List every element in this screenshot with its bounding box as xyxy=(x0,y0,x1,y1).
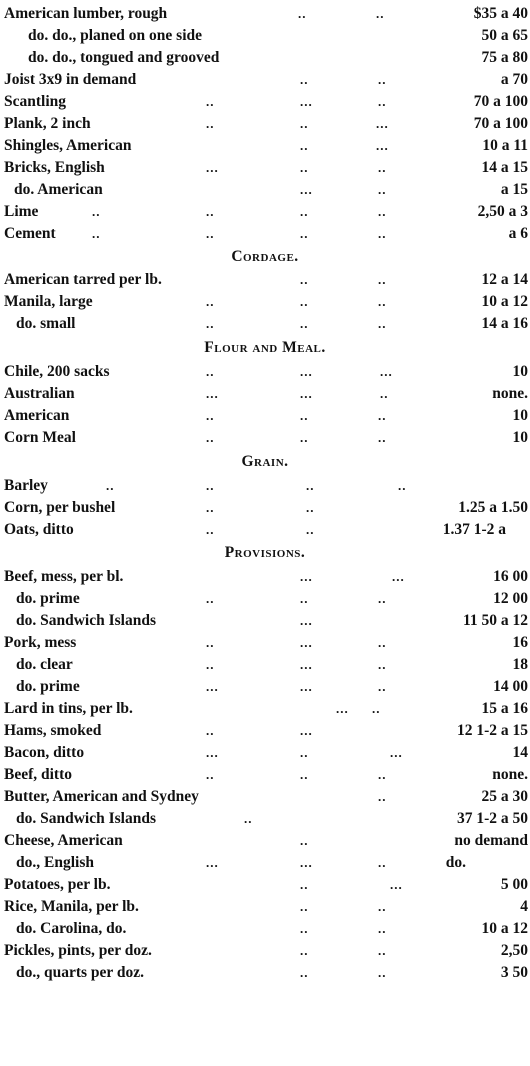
item-name: Beef, mess, per bl. xyxy=(4,568,124,585)
item-price: no demand xyxy=(454,832,528,849)
item-name: Lard in tins, per lb. xyxy=(4,700,133,717)
item-name: do., quarts per doz. xyxy=(16,964,145,981)
item-name: Bacon, ditto xyxy=(4,744,85,761)
leader-dots: ... xyxy=(206,855,219,870)
list-item xyxy=(0,406,530,426)
leader-dots: .. xyxy=(206,364,215,379)
item-price: 10 a 11 xyxy=(482,137,528,154)
item-price: 37 1-2 a 50 xyxy=(456,810,528,827)
list-item xyxy=(0,384,530,404)
item-price: 10 a 12 xyxy=(481,293,528,310)
item-name: do. prime xyxy=(16,678,80,695)
section-heading-provisions: Provisions. xyxy=(224,544,306,561)
leader-dots: ... xyxy=(392,569,405,584)
item-price: 2,50 xyxy=(500,942,528,959)
item-price: 14 00 xyxy=(493,678,528,695)
leader-dots: ... xyxy=(206,745,219,760)
item-name: Potatoes, per lb. xyxy=(4,876,111,893)
leader-dots: .. xyxy=(378,272,387,287)
leader-dots: .. xyxy=(206,591,215,606)
leader-dots: ... xyxy=(380,364,393,379)
item-price: do. xyxy=(445,854,466,871)
leader-dots: .. xyxy=(206,657,215,672)
leader-dots: .. xyxy=(298,6,307,21)
item-price: 12 a 14 xyxy=(481,271,528,288)
list-item xyxy=(0,919,530,939)
item-price: none. xyxy=(492,385,528,402)
leader-dots: ... xyxy=(300,94,313,109)
item-price: 10 xyxy=(512,429,528,446)
list-item xyxy=(0,765,530,785)
list-item xyxy=(0,362,530,382)
leader-dots: ... xyxy=(390,745,403,760)
leader-dots: .. xyxy=(300,138,309,153)
leader-dots: .. xyxy=(378,430,387,445)
leader-dots: .. xyxy=(378,94,387,109)
leader-dots: .. xyxy=(372,701,381,716)
item-price: 2,50 a 3 xyxy=(477,203,528,220)
leader-dots: .. xyxy=(300,965,309,980)
item-price: 50 a 65 xyxy=(481,27,528,44)
item-name: Hams, smoked xyxy=(4,722,102,739)
item-name: Shingles, American xyxy=(4,137,132,154)
item-name: do. do., tongued and grooved xyxy=(28,49,220,66)
list-item xyxy=(0,589,530,609)
item-name: Plank, 2 inch xyxy=(4,115,91,132)
list-item xyxy=(0,787,530,807)
leader-dots: .. xyxy=(206,767,215,782)
leader-dots: .. xyxy=(300,294,309,309)
leader-dots: ... xyxy=(300,855,313,870)
item-name: Australian xyxy=(4,385,75,402)
leader-dots: .. xyxy=(244,811,253,826)
leader-dots: .. xyxy=(300,226,309,241)
item-name: American tarred per lb. xyxy=(4,271,162,288)
leader-dots: .. xyxy=(378,316,387,331)
item-price: 16 00 xyxy=(493,568,528,585)
item-price: 14 a 15 xyxy=(481,159,528,176)
list-item xyxy=(0,158,530,178)
item-price: 12 00 xyxy=(493,590,528,607)
leader-dots: ... xyxy=(300,723,313,738)
list-item xyxy=(0,567,530,587)
leader-dots: ... xyxy=(336,701,349,716)
item-name: do. Carolina, do. xyxy=(16,920,127,937)
list-item xyxy=(0,699,530,719)
leader-dots: .. xyxy=(378,921,387,936)
leader-dots: .. xyxy=(300,160,309,175)
leader-dots: .. xyxy=(300,408,309,423)
item-price: 75 a 80 xyxy=(481,49,528,66)
list-item xyxy=(0,721,530,741)
item-price: 18 xyxy=(512,656,528,673)
item-price: 3 50 xyxy=(500,964,528,981)
leader-dots: ... xyxy=(390,877,403,892)
item-price: 10 a 12 xyxy=(481,920,528,937)
item-name: Chile, 200 sacks xyxy=(4,363,110,380)
leader-dots: .. xyxy=(206,635,215,650)
list-item xyxy=(0,224,530,244)
list-item xyxy=(0,270,530,290)
leader-dots: ... xyxy=(376,138,389,153)
item-name: Beef, ditto xyxy=(4,766,73,783)
leader-dots: ... xyxy=(300,635,313,650)
list-item xyxy=(0,202,530,222)
list-item xyxy=(0,677,530,697)
leader-dots: ... xyxy=(300,613,313,628)
list-item xyxy=(0,4,530,24)
leader-dots: .. xyxy=(306,522,315,537)
leader-dots: .. xyxy=(206,430,215,445)
leader-dots: .. xyxy=(378,72,387,87)
leader-dots: ... xyxy=(376,116,389,131)
leader-dots: .. xyxy=(378,226,387,241)
list-item xyxy=(0,611,530,631)
item-price: a 15 xyxy=(500,181,528,198)
list-item xyxy=(0,743,530,763)
leader-dots: .. xyxy=(92,204,101,219)
leader-dots: .. xyxy=(378,294,387,309)
section-heading-cordage: Cordage. xyxy=(231,248,299,265)
list-item xyxy=(0,963,530,983)
leader-dots: .. xyxy=(300,899,309,914)
leader-dots: .. xyxy=(300,921,309,936)
item-name: Pickles, pints, per doz. xyxy=(4,942,152,959)
item-price: 70 a 100 xyxy=(473,93,528,110)
list-item xyxy=(0,292,530,312)
leader-dots: .. xyxy=(300,745,309,760)
list-item xyxy=(0,498,530,518)
list-item xyxy=(0,314,530,334)
leader-dots: .. xyxy=(378,408,387,423)
leader-dots: .. xyxy=(398,478,407,493)
leader-dots: ... xyxy=(206,386,219,401)
item-name: Oats, ditto xyxy=(4,521,74,538)
item-price: $35 a 40 xyxy=(473,5,528,22)
list-item xyxy=(0,70,530,90)
leader-dots: .. xyxy=(300,204,309,219)
item-price: 16 xyxy=(512,634,528,651)
list-item xyxy=(0,48,530,68)
item-price: 25 a 30 xyxy=(481,788,528,805)
item-name: do. small xyxy=(16,315,76,332)
leader-dots: .. xyxy=(206,226,215,241)
leader-dots: .. xyxy=(378,182,387,197)
leader-dots: .. xyxy=(378,657,387,672)
list-item xyxy=(0,26,530,46)
item-price: 1.37 1-2 a xyxy=(442,521,506,538)
item-price: 1.25 a 1.50 xyxy=(458,499,528,516)
item-name: do. do., planed on one side xyxy=(28,27,202,44)
leader-dots: .. xyxy=(206,408,215,423)
leader-dots: .. xyxy=(378,204,387,219)
list-item xyxy=(0,114,530,134)
leader-dots: ... xyxy=(206,679,219,694)
list-item xyxy=(0,180,530,200)
item-price: 14 a 16 xyxy=(481,315,528,332)
item-name: Corn Meal xyxy=(4,429,76,446)
leader-dots: .. xyxy=(300,767,309,782)
item-price: 15 a 16 xyxy=(481,700,528,717)
leader-dots: .. xyxy=(300,272,309,287)
item-name: Scantling xyxy=(4,93,67,110)
leader-dots: ... xyxy=(300,657,313,672)
item-price: 11 50 a 12 xyxy=(462,612,528,629)
leader-dots: .. xyxy=(378,965,387,980)
list-item xyxy=(0,633,530,653)
leader-dots: .. xyxy=(300,316,309,331)
list-item xyxy=(0,655,530,675)
leader-dots: .. xyxy=(206,522,215,537)
leader-dots: ... xyxy=(300,182,313,197)
list-item xyxy=(0,853,530,873)
leader-dots: .. xyxy=(206,94,215,109)
item-price: 5 00 xyxy=(500,876,528,893)
item-name: Manila, large xyxy=(4,293,93,310)
item-name: Joist 3x9 in demand xyxy=(4,71,137,88)
item-name: Lime xyxy=(4,203,39,220)
leader-dots: .. xyxy=(378,160,387,175)
item-price: 70 a 100 xyxy=(473,115,528,132)
list-item xyxy=(0,831,530,851)
item-name: Barley xyxy=(4,477,48,494)
item-price: a 6 xyxy=(508,225,528,242)
leader-dots: ... xyxy=(300,386,313,401)
leader-dots: .. xyxy=(106,478,115,493)
item-name: do., English xyxy=(16,854,94,871)
section-heading-flour-and-meal: Flour and Meal. xyxy=(204,339,326,356)
leader-dots: .. xyxy=(206,116,215,131)
item-name: Cheese, American xyxy=(4,832,123,849)
list-item xyxy=(0,92,530,112)
list-item xyxy=(0,809,530,829)
leader-dots: .. xyxy=(378,855,387,870)
leader-dots: ... xyxy=(206,160,219,175)
leader-dots: .. xyxy=(378,899,387,914)
list-item xyxy=(0,476,530,496)
item-name: American xyxy=(4,407,70,424)
leader-dots: .. xyxy=(206,500,215,515)
leader-dots: .. xyxy=(206,478,215,493)
leader-dots: .. xyxy=(378,789,387,804)
leader-dots: .. xyxy=(306,500,315,515)
item-name: do. American xyxy=(14,181,103,198)
leader-dots: .. xyxy=(300,116,309,131)
leader-dots: .. xyxy=(206,723,215,738)
item-price: 4 xyxy=(520,898,528,915)
item-name: Cement xyxy=(4,225,56,242)
item-name: Butter, American and Sydney xyxy=(4,788,199,805)
item-price: a 70 xyxy=(500,71,528,88)
leader-dots: .. xyxy=(300,943,309,958)
leader-dots: .. xyxy=(206,316,215,331)
list-item xyxy=(0,941,530,961)
item-name: do. clear xyxy=(16,656,73,673)
leader-dots: ... xyxy=(300,679,313,694)
section-heading-grain: Grain. xyxy=(241,453,289,470)
item-name: do. Sandwich Islands xyxy=(16,612,156,629)
list-item xyxy=(0,136,530,156)
leader-dots: .. xyxy=(206,294,215,309)
item-price: 12 1-2 a 15 xyxy=(456,722,528,739)
item-name: Pork, mess xyxy=(4,634,77,651)
leader-dots: .. xyxy=(300,430,309,445)
leader-dots: .. xyxy=(378,635,387,650)
leader-dots: .. xyxy=(376,6,385,21)
leader-dots: .. xyxy=(300,833,309,848)
item-name: Bricks, English xyxy=(4,159,105,176)
leader-dots: ... xyxy=(300,569,313,584)
leader-dots: .. xyxy=(206,204,215,219)
leader-dots: .. xyxy=(300,877,309,892)
item-price: none. xyxy=(492,766,528,783)
leader-dots: .. xyxy=(300,72,309,87)
leader-dots: .. xyxy=(306,478,315,493)
leader-dots: .. xyxy=(300,591,309,606)
leader-dots: .. xyxy=(378,591,387,606)
item-price: 10 xyxy=(512,407,528,424)
leader-dots: .. xyxy=(380,386,389,401)
list-item xyxy=(0,897,530,917)
item-name: do. Sandwich Islands xyxy=(16,810,156,827)
item-name: Corn, per bushel xyxy=(4,499,116,516)
list-item xyxy=(0,428,530,448)
leader-dots: .. xyxy=(378,767,387,782)
item-name: American lumber, rough xyxy=(4,5,168,22)
item-name: Rice, Manila, per lb. xyxy=(4,898,139,915)
leader-dots: .. xyxy=(378,943,387,958)
item-price: 14 xyxy=(512,744,528,761)
item-name: do. prime xyxy=(16,590,80,607)
list-item xyxy=(0,875,530,895)
leader-dots: .. xyxy=(92,226,101,241)
leader-dots: .. xyxy=(378,679,387,694)
leader-dots: ... xyxy=(300,364,313,379)
list-item xyxy=(0,520,530,540)
item-price: 10 xyxy=(512,363,528,380)
